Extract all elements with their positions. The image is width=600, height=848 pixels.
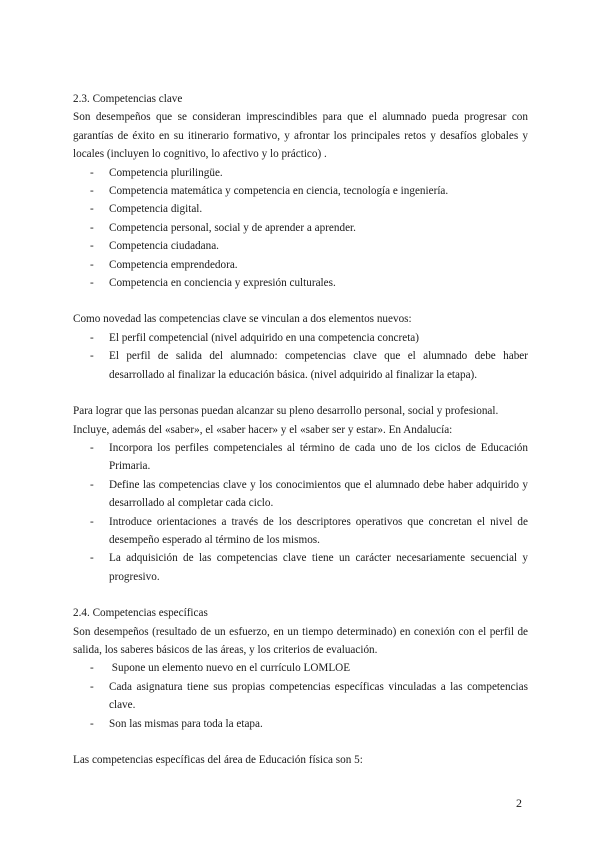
novelty-list	[73, 329, 528, 384]
competencias-especificas-list	[73, 659, 528, 733]
list-item: - Introduce orientaciones a través de los descriptores operativos que concretan el nivel de desempeño esperado al término de los mismos.	[90, 515, 528, 546]
list-item: - La adquisición de las competencias clave tiene un carácter necesariamente secuencial y progresivo.	[90, 552, 528, 583]
section-heading-competencias-clave: 2.3. Competencias clave	[73, 93, 183, 105]
list-item: - Competencia matemática y competencia en ciencia, tecnología e ingeniería.	[90, 185, 449, 198]
andalucia-list	[73, 439, 528, 586]
list-item: - Incorpora los perfiles competenciales al término de cada uno de los ciclos de Educación Primaria.	[90, 441, 528, 473]
competencias-clave-list	[73, 164, 528, 293]
competencias-clave-intro: Son desempeños que se consideran imprescindibles para que el alumnado pueda progresar con garantías de éxito en su itinerario formativo, y afrontar los principales retos y desafíos globales y locales (incluyen lo cognitivo, lo afectivo y lo práctico) .	[73, 111, 528, 161]
list-item: - Define las competencias clave y los conocimientos que el alumnado debe haber adquirido y desarrollado al completar cada ciclo.	[90, 478, 528, 510]
list-item: - Competencia personal, social y de aprender a aprender.	[90, 221, 356, 234]
closing-line: Las competencias específicas del área de Educación física son 5:	[73, 754, 363, 766]
andalucia-intro-line-1: Para lograr que las personas puedan alcanzar su pleno desarrollo personal, social y profesional.	[73, 405, 499, 418]
list-item: - Cada asignatura tiene sus propias competencias específicas vinculadas a las competencias clave.	[90, 680, 528, 712]
document-body	[73, 90, 528, 769]
list-item: - El perfil de salida del alumnado: competencias clave que el alumnado debe haber desarrollado al finalizar la educación básica. (nivel adquirido al finalizar la etapa).	[90, 350, 528, 381]
list-item: - Competencia emprendedora.	[90, 258, 238, 271]
list-item: - El perfil competencial (nivel adquirido en una competencia concreta)	[90, 331, 419, 344]
list-item: - Competencia plurilingüe.	[90, 166, 223, 179]
list-item: - Competencia en conciencia y expresión culturales.	[90, 277, 336, 290]
list-item: - Son las mismas para toda la etapa.	[90, 717, 263, 730]
competencias-especificas-intro: Son desempeños (resultado de un esfuerzo, en un tiempo determinado) en conexión con el perfil de salida, los saberes básicos de las áreas, y los criterios de evaluación.	[73, 625, 528, 656]
list-item: - Supone un elemento nuevo en el currículo LOMLOE	[90, 662, 351, 675]
section-heading-competencias-especificas: 2.4. Competencias específicas	[73, 607, 208, 620]
andalucia-intro-line-2: Incluye, además del «saber», el «saber hacer» y el «saber ser y estar». En Andalucía:	[73, 423, 453, 436]
novelty-intro: Como novedad las competencias clave se vinculan a dos elementos nuevos:	[73, 313, 412, 326]
list-item: - Competencia digital.	[90, 203, 203, 216]
list-item: - Competencia ciudadana.	[90, 240, 219, 253]
page-number: 2	[516, 796, 522, 810]
